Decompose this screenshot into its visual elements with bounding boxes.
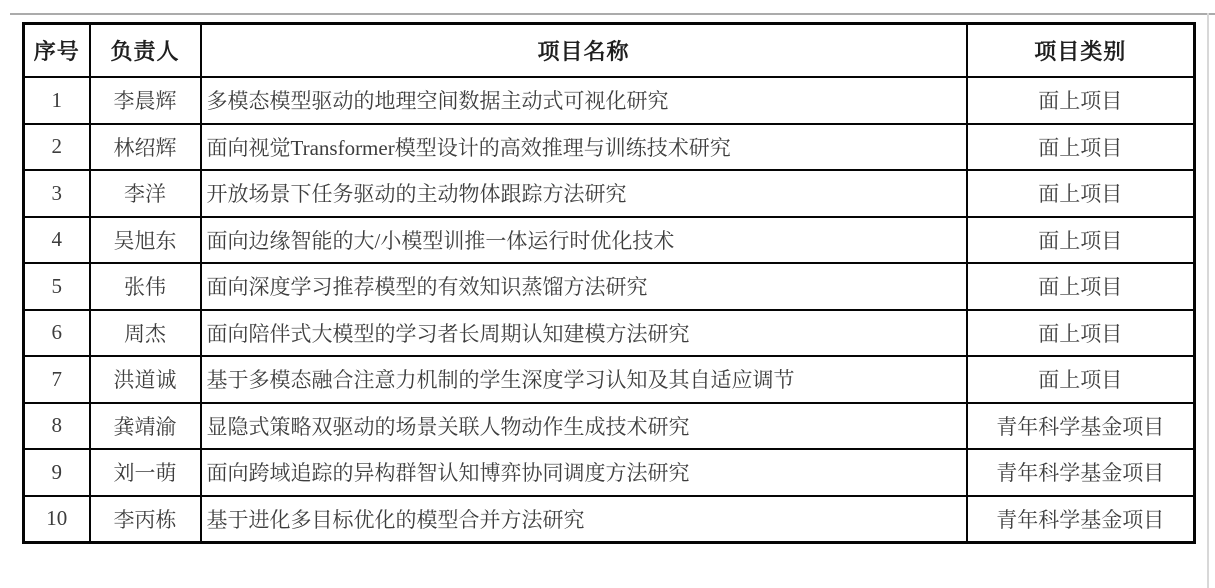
cell-category: 面上项目 <box>967 310 1195 357</box>
top-divider-line <box>10 13 1215 15</box>
cell-category: 面上项目 <box>967 170 1195 217</box>
table-row <box>24 217 1195 264</box>
cell-index: 6 <box>24 310 90 357</box>
header-row <box>24 24 1195 78</box>
cell-leader: 龚靖渝 <box>90 403 201 450</box>
cell-category: 青年科学基金项目 <box>967 449 1195 496</box>
cell-index: 1 <box>24 77 90 124</box>
cell-project-name: 开放场景下任务驱动的主动物体跟踪方法研究 <box>201 170 967 217</box>
cell-index: 5 <box>24 263 90 310</box>
cell-index: 8 <box>24 403 90 450</box>
cell-leader: 张伟 <box>90 263 201 310</box>
cell-leader: 林绍辉 <box>90 124 201 171</box>
cell-category: 面上项目 <box>967 77 1195 124</box>
cell-project-name: 基于进化多目标优化的模型合并方法研究 <box>201 496 967 543</box>
table-row <box>24 263 1195 310</box>
header-project-name: 项目名称 <box>201 24 967 78</box>
cell-index: 7 <box>24 356 90 403</box>
cell-category: 面上项目 <box>967 356 1195 403</box>
cell-index: 3 <box>24 170 90 217</box>
table-body <box>24 77 1195 543</box>
cell-leader: 周杰 <box>90 310 201 357</box>
cell-index: 4 <box>24 217 90 264</box>
cell-project-name: 基于多模态融合注意力机制的学生深度学习认知及其自适应调节 <box>201 356 967 403</box>
cell-index: 10 <box>24 496 90 543</box>
cell-leader: 刘一萌 <box>90 449 201 496</box>
cell-project-name: 显隐式策略双驱动的场景关联人物动作生成技术研究 <box>201 403 967 450</box>
cell-category: 面上项目 <box>967 217 1195 264</box>
cell-project-name: 面向跨域追踪的异构群智认知博弈协同调度方法研究 <box>201 449 967 496</box>
cell-index: 9 <box>24 449 90 496</box>
table-row <box>24 77 1195 124</box>
cell-leader: 李丙栋 <box>90 496 201 543</box>
table-row <box>24 310 1195 357</box>
table-row <box>24 403 1195 450</box>
table-header <box>24 24 1195 78</box>
cell-project-name: 多模态模型驱动的地理空间数据主动式可视化研究 <box>201 77 967 124</box>
table-row <box>24 449 1195 496</box>
table-row <box>24 356 1195 403</box>
cell-index: 2 <box>24 124 90 171</box>
cell-project-name: 面向边缘智能的大/小模型训推一体运行时优化技术 <box>201 217 967 264</box>
cell-leader: 李晨辉 <box>90 77 201 124</box>
cell-category: 面上项目 <box>967 124 1195 171</box>
cell-leader: 李洋 <box>90 170 201 217</box>
right-edge-line <box>1207 13 1209 588</box>
header-category: 项目类别 <box>967 24 1195 78</box>
header-index: 序号 <box>24 24 90 78</box>
cell-category: 青年科学基金项目 <box>967 403 1195 450</box>
cell-leader: 吴旭东 <box>90 217 201 264</box>
cell-category: 面上项目 <box>967 263 1195 310</box>
project-list-table <box>22 22 1196 544</box>
cell-project-name: 面向深度学习推荐模型的有效知识蒸馏方法研究 <box>201 263 967 310</box>
cell-project-name: 面向视觉Transformer模型设计的高效推理与训练技术研究 <box>201 124 967 171</box>
header-leader: 负责人 <box>90 24 201 78</box>
cell-leader: 洪道诚 <box>90 356 201 403</box>
table-row <box>24 124 1195 171</box>
cell-project-name: 面向陪伴式大模型的学习者长周期认知建模方法研究 <box>201 310 967 357</box>
cell-category: 青年科学基金项目 <box>967 496 1195 543</box>
table-row <box>24 496 1195 543</box>
table-row <box>24 170 1195 217</box>
